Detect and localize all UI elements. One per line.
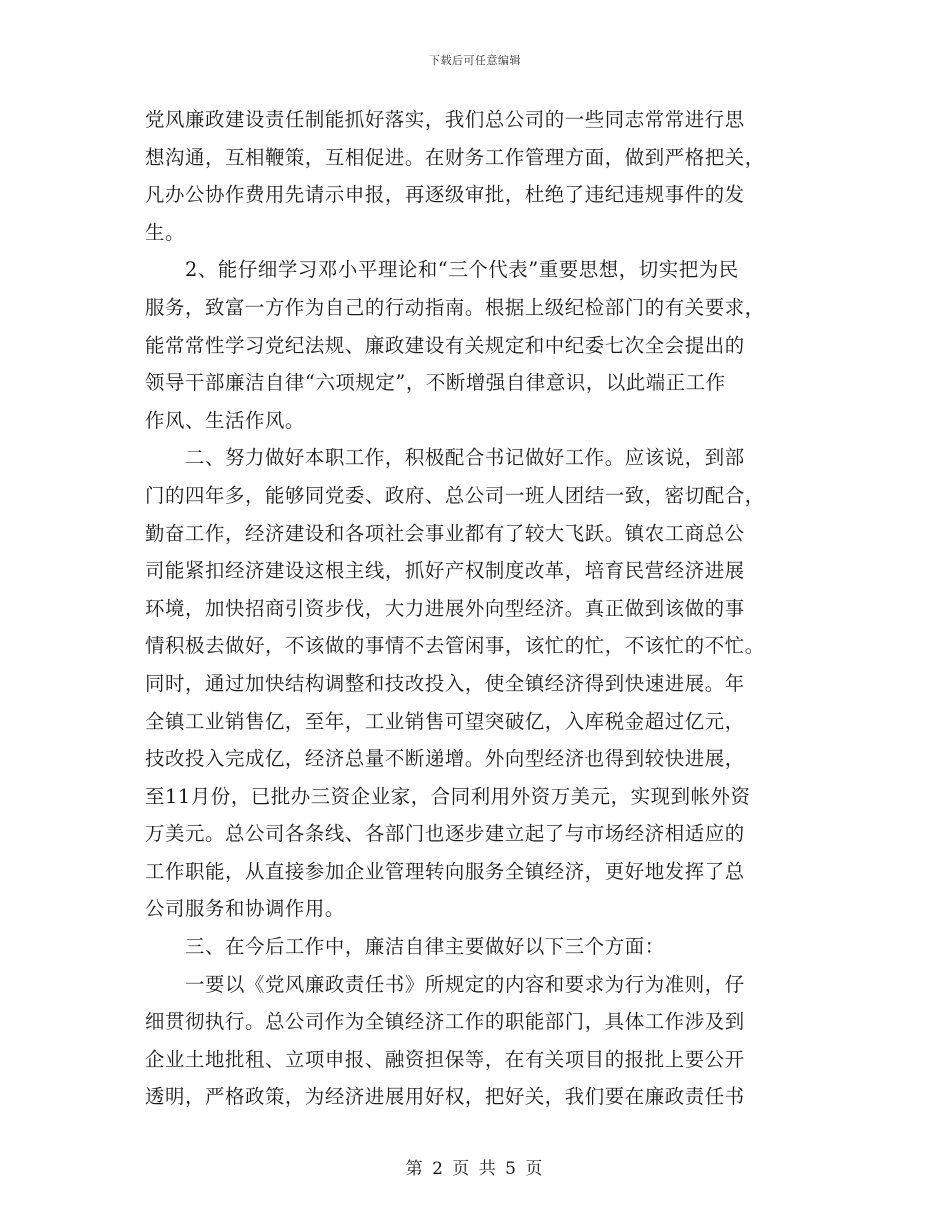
text-line: 全镇工业销售亿，至年，工业销售可望突破亿，入库税金超过亿元， [145,709,745,733]
text-line: 三、在今后工作中，廉洁自律主要做好以下三个方面： [145,935,665,959]
text-line: 环境，加快招商引资步伐，大力进展外向型经济。真正做到该做的事 [145,596,745,620]
text-line: 作风、生活作风。 [145,408,305,432]
text-line: 能常常性学习党纪法规、廉政建设有关规定和中纪委七次全会提出的 [145,333,745,357]
text-line: 至11月份，已批办三资企业家，合同利用外资万美元，实现到帐外资 [145,784,751,808]
text-line: 企业土地批租、立项申报、融资担保等，在有关项目的报批上要公开 [145,1047,745,1071]
text-line: 领导干部廉洁自律“六项规定”，不断增强自律意识，以此端正工作 [145,371,726,395]
text-line: 透明，严格政策，为经济进展用好权，把好关，我们要在廉政责任书 [145,1085,745,1109]
text-line: 司能紧扣经济建设这根主线，抓好产权制度改革，培育民营经济进展 [145,559,745,583]
document-body [145,101,805,1116]
text-line: 党风廉政建设责任制能抓好落实，我们总公司的一些同志常常进行思 [145,108,745,131]
text-line: 一要以《党风廉政责任书》所规定的内容和要求为行为准则，仔 [145,972,745,996]
text-line: 二、努力做好本职工作，积极配合书记做好工作。应该说，到部 [145,446,745,470]
text-line: 服务，致富一方作为自己的行动指南。根据上级纪检部门的有关要求， [145,295,765,319]
text-line: 凡办公协作费用先请示申报，再逐级审批，杜绝了违纪违规事件的发 [145,183,745,207]
page-header-note: 下载后可任意编辑 [429,54,521,67]
text-line: 同时，通过加快结构调整和技改投入，使全镇经济得到快速进展。年 [145,671,745,695]
text-line: 门的四年多，能够同党委、政府、总公司一班人团结一致，密切配合， [145,483,765,507]
text-line: 万美元。总公司各条线、各部门也逐步建立起了与市场经济相适应的 [145,822,745,846]
text-line: 2、能仔细学习邓小平理论和“三个代表”重要思想，切实把为民 [145,258,739,282]
text-line: 技改投入完成亿，经济总量不断递增。外向型经济也得到较快进展， [145,747,745,771]
text-line: 细贯彻执行。总公司作为全镇经济工作的职能部门，具体工作涉及到 [145,1010,745,1034]
text-line: 情积极去做好，不该做的事情不去管闲事，该忙的忙，不该忙的不忙。 [145,634,765,658]
text-line: 公司服务和协调作用。 [145,897,345,921]
text-line: 生。 [145,220,185,244]
text-line: 勤奋工作，经济建设和各项社会事业都有了较大飞跃。镇农工商总公 [145,521,745,545]
page-number-footer: 第 2 页 共 5 页 [405,1159,545,1179]
text-line: 工作职能，从直接参加企业管理转向服务全镇经济，更好地发挥了总 [145,859,745,883]
text-line: 想沟通，互相鞭策，互相促进。在财务工作管理方面，做到严格把关， [145,145,765,169]
